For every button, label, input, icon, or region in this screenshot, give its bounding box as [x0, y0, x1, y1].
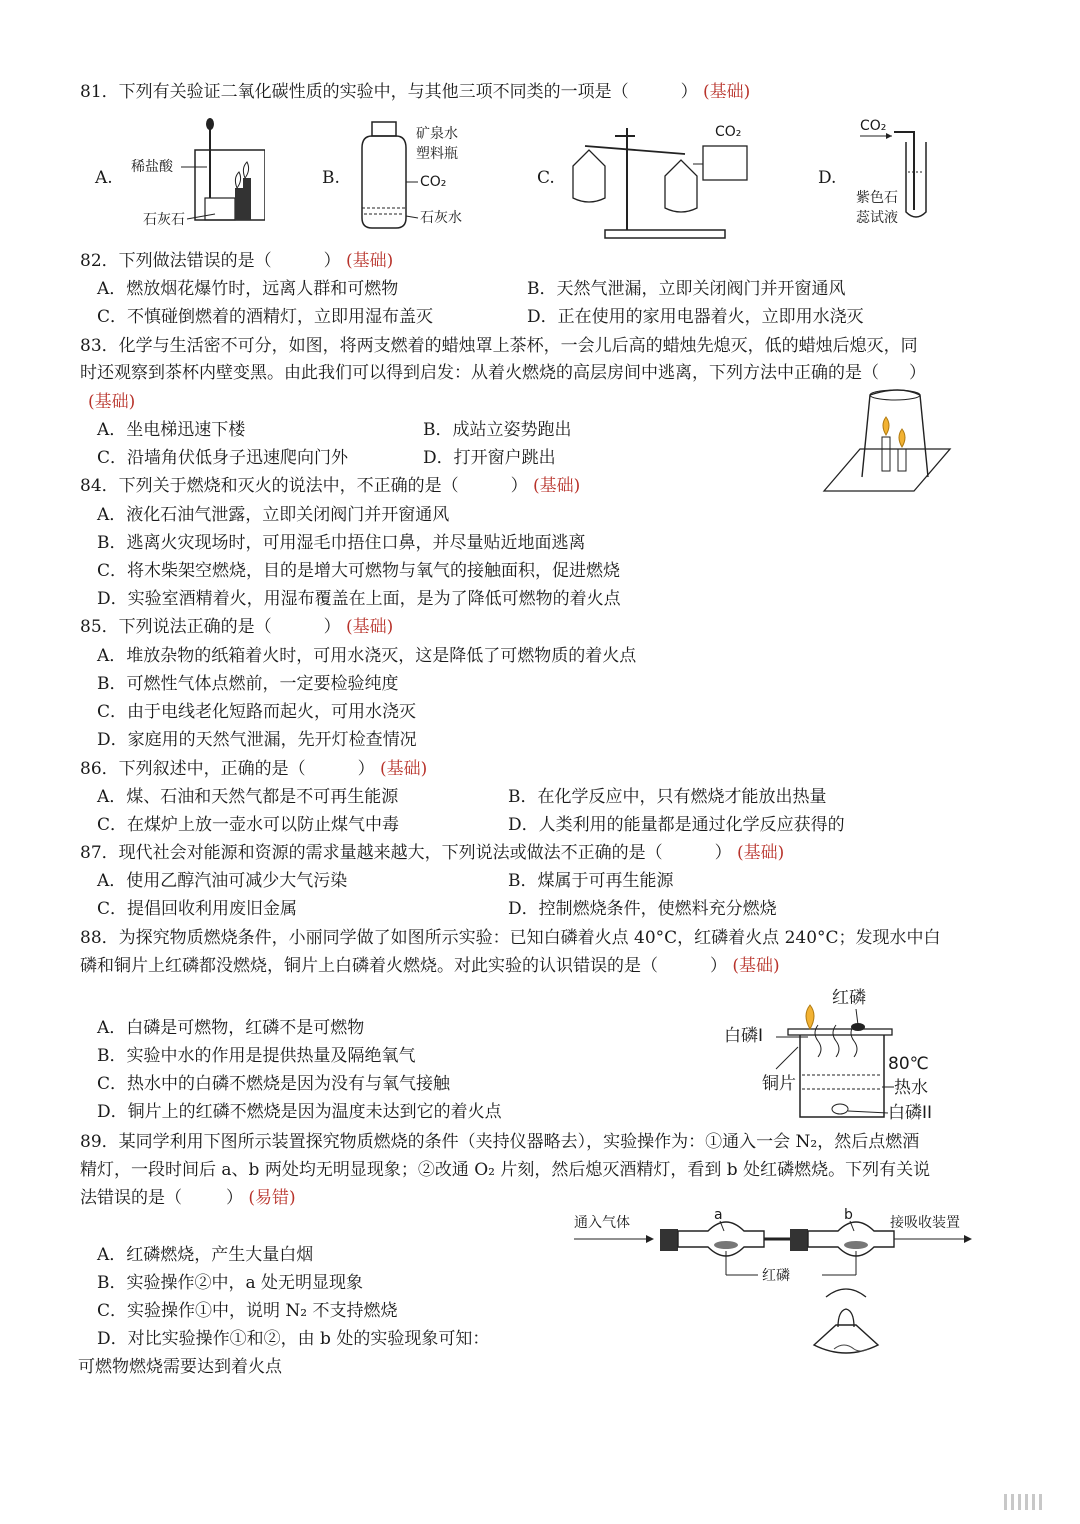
q87-stem-line: [80, 841, 784, 865]
q83-stem-line2: [80, 361, 926, 385]
q88-close: ）: [710, 956, 727, 976]
q88-phosphorus-diagram: [718, 985, 978, 1125]
q82-stem: 82．下列做法错误的是（: [80, 251, 272, 271]
q84-option-b: B．逃离火灾现场时，可用湿毛巾捂住口鼻，并尽量贴近地面逃离: [97, 533, 586, 553]
q88-option-c: C．热水中的白磷不燃烧是因为没有与氧气接触: [97, 1074, 451, 1094]
q82-difficulty-tag: (基础): [346, 251, 394, 271]
q81-b-label2: 塑料瓶: [416, 146, 458, 162]
q81-difficulty-tag: (基础): [703, 82, 751, 102]
q87-option-c: C．提倡回收利用废旧金属: [97, 899, 298, 919]
q88-copper-label: 铜片: [762, 1074, 796, 1094]
q87-stem: 87．现代社会对能源和资源的需求量越来越大，下列说法或做法不正确的是（: [80, 843, 663, 863]
q88-stem-line2: [80, 954, 780, 978]
q81-diagram-b: [350, 118, 480, 233]
q83-stem2: 时还观察到茶杯内壁变黑。由此我们可以得到启发：从着火燃烧的高层房间中逃离，下列方法中正确的是（: [80, 363, 879, 383]
q82-option-c: C．不慎碰倒燃着的酒精灯，立即用湿布盖灭: [97, 307, 434, 327]
q88-white-p1-label: 白磷I: [724, 1026, 764, 1046]
q83-option-c: C．沿墙角伏低身子迅速爬向门外: [97, 448, 349, 468]
q81-a-stone-label: 石灰石: [143, 212, 185, 228]
q89-option-a: A．红磷燃烧，产生大量白烟: [97, 1245, 314, 1265]
q88-temp-label: 80℃: [888, 1054, 929, 1074]
q86-option-a: A．煤、石油和天然气都是不可再生能源: [97, 787, 399, 807]
q85-difficulty-tag: (基础): [346, 617, 394, 637]
q88-water-label: 热水: [894, 1078, 928, 1098]
q83-candle-cup-diagram: [822, 385, 952, 495]
q88-option-d: D．铜片上的红磷不燃烧是因为温度未达到它的着火点: [97, 1102, 502, 1122]
q81-b-water-label: 石灰水: [420, 210, 462, 226]
q82-option-d: D．正在使用的家用电器着火，立即用水浇灭: [527, 307, 864, 327]
watermark-mark: [1002, 1490, 1062, 1514]
q89-close: ）: [226, 1188, 243, 1208]
q86-option-b: B．在化学反应中，只有燃烧才能放出热量: [508, 787, 827, 807]
q85-stem: 85．下列说法正确的是（: [80, 617, 272, 637]
q81-a-acid-label: 稀盐酸: [131, 159, 173, 175]
q89-option-b: B．实验操作②中，a 处无明显现象: [97, 1273, 364, 1293]
q83-option-b: B．成站立姿势跑出: [423, 420, 572, 440]
q88-difficulty-tag: (基础): [732, 956, 780, 976]
q86-stem-line: [80, 757, 427, 781]
q81-stem: 81．下列有关验证二氧化碳性质的实验中，与其他三项不同类的一项是（: [80, 82, 629, 102]
q81-diagram-a: [125, 118, 265, 233]
q88-option-a: A．白磷是可燃物，红磷不是可燃物: [97, 1018, 365, 1038]
q83-stem-line1: 83．化学与生活密不可分，如图，将两支燃着的蜡烛罩上茶杯，一会儿后高的蜡烛先熄灭，低的蜡烛后熄灭，同: [80, 336, 918, 356]
q83-option-a: A．坐电梯迅速下楼: [97, 420, 246, 440]
q89-gas-in-label: 通入气体: [574, 1215, 630, 1231]
q85-stem-line: [80, 615, 393, 639]
q81-diagram-c: [565, 118, 775, 246]
q87-option-a: A．使用乙醇汽油可减少大气污染: [97, 871, 348, 891]
q81-d-label2: 蕊试液: [856, 210, 898, 226]
q89-apparatus-diagram: [568, 1205, 980, 1385]
q81-d-gas-label: CO₂: [860, 118, 887, 134]
q84-difficulty-tag: (基础): [533, 476, 581, 496]
q81-c-gas-label: CO₂: [715, 124, 742, 140]
q88-stem2: 磷和铜片上红磷都没燃烧，铜片上白磷着火燃烧。对此实验的认识错误的是（: [80, 956, 658, 976]
q86-option-d: D．人类利用的能量都是通过化学反应获得的: [508, 815, 845, 835]
q85-option-b: B．可燃性气体点燃前，一定要检验纯度: [97, 674, 399, 694]
q83-difficulty-tag: (基础): [88, 392, 136, 412]
q89-red-p-label: 红磷: [762, 1268, 790, 1284]
q84-stem: 84．下列关于燃烧和灭火的说法中，不正确的是（: [80, 476, 459, 496]
q89-stem3: 法错误的是（: [80, 1188, 182, 1208]
q87-difficulty-tag: (基础): [737, 843, 785, 863]
q89-difficulty-tag: (易错): [248, 1188, 296, 1208]
q84-stem-line: [80, 474, 580, 498]
q82-option-a: A．燃放烟花爆竹时，远离人群和可燃物: [97, 279, 399, 299]
q85-option-a: A．堆放杂物的纸箱着火时，可用水浇灭，这是降低了可燃物质的着火点: [97, 646, 637, 666]
q88-stem-line1: 88．为探究物质燃烧条件，小丽同学做了如图所示实验：已知白磷着火点 40°C，红磷着火点 240°C；发现水中白: [80, 928, 941, 948]
q83-option-d: D．打开窗户跳出: [423, 448, 556, 468]
q86-close: ）: [357, 759, 375, 779]
q89-a-label: a: [714, 1207, 723, 1223]
q81-option-a-label: A.: [95, 168, 113, 188]
q82-close: ）: [323, 251, 341, 271]
q87-option-d: D．控制燃烧条件，使燃料充分燃烧: [508, 899, 777, 919]
q84-option-a: A．液化石油气泄露，立即关闭阀门并开窗通风: [97, 505, 450, 525]
q89-out-label: 接吸收装置: [890, 1215, 960, 1231]
q89-stem-line2: 精灯，一段时间后 a、b 两处均无明显现象；②改通 O₂ 片刻，然后熄灭酒精灯，看到 b 处红磷燃烧。下列有关说: [80, 1160, 931, 1180]
q87-close: ）: [714, 843, 732, 863]
q84-option-c: C．将木柴架空燃烧，目的是增大可燃物与氧气的接触面积，促进燃烧: [97, 561, 621, 581]
q89-stem-line3: [80, 1186, 296, 1210]
q88-red-p-label: 红磷: [832, 988, 866, 1008]
q88-option-b: B．实验中水的作用是提供热量及隔绝氧气: [97, 1046, 416, 1066]
q86-stem: 86．下列叙述中，正确的是（: [80, 759, 306, 779]
q81-stem-line: [80, 80, 750, 104]
q81-option-b-label: B.: [322, 168, 340, 188]
q84-close: ）: [510, 476, 528, 496]
q84-option-d: D．实验室酒精着火，用湿布覆盖在上面，是为了降低可燃物的着火点: [97, 589, 621, 609]
q81-option-d-label: D.: [818, 168, 837, 188]
q88-white-p2-label: 白磷II: [888, 1103, 933, 1123]
q86-option-c: C．在煤炉上放一壶水可以防止煤气中毒: [97, 815, 400, 835]
q81-option-c-label: C.: [537, 168, 555, 188]
q81-d-label1: 紫色石: [856, 190, 898, 206]
q81-b-gas-label: CO₂: [420, 174, 447, 190]
q86-difficulty-tag: (基础): [380, 759, 428, 779]
q85-close: ）: [323, 617, 341, 637]
q85-option-d: D．家庭用的天然气泄漏，先开灯检查情况: [97, 730, 417, 750]
q89-b-label: b: [844, 1207, 853, 1223]
q85-option-c: C．由于电线老化短路而起火，可用水浇灭: [97, 702, 417, 722]
q89-option-d: D．对比实验操作①和②，由 b 处的实验现象可知：: [97, 1329, 490, 1349]
q89-stem-line1: 89．某同学利用下图所示装置探究物质燃烧的条件（夹持仪器略去），实验操作为：①通入一会 N₂，然后点燃酒: [80, 1132, 920, 1152]
q89-option-c: C．实验操作①中，说明 N₂ 不支持燃烧: [97, 1301, 398, 1321]
q81-b-label1: 矿泉水: [416, 126, 458, 142]
q89-option-d-continued: 可燃物燃烧需要达到着火点: [78, 1357, 282, 1377]
q81-close: ）: [680, 82, 698, 102]
q87-option-b: B．煤属于可再生能源: [508, 871, 674, 891]
q82-option-b: B．天然气泄漏，立即关闭阀门并开窗通风: [527, 279, 846, 299]
q82-stem-line: [80, 249, 393, 273]
q83-close: ）: [909, 363, 926, 383]
q81-diagram-d: [850, 112, 950, 232]
